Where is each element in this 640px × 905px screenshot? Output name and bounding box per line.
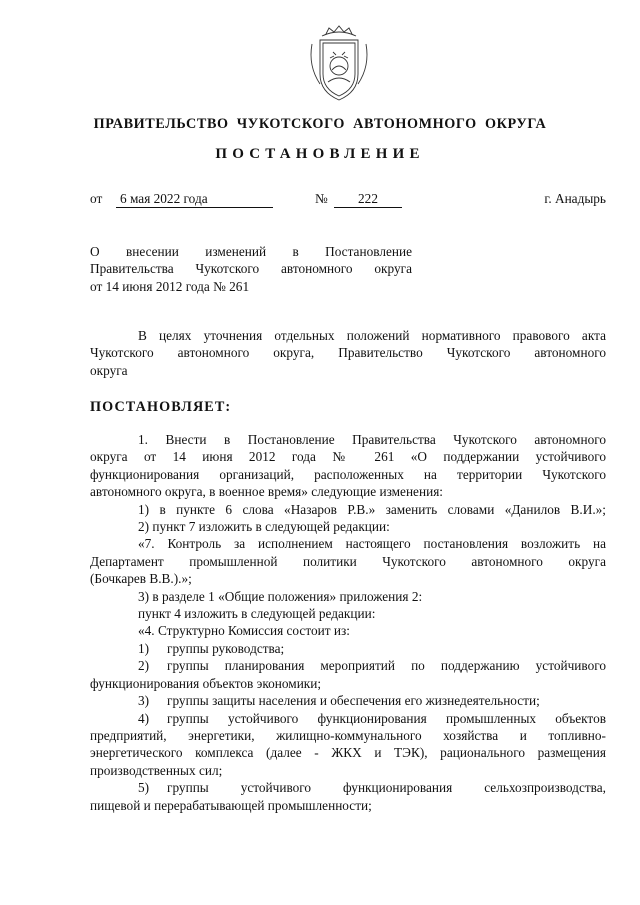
- city: г. Анадырь: [544, 191, 606, 206]
- group-item-4-cont: энергетического комплекса (далее - ЖКХ и ТЭК), рационального размещения: [90, 745, 606, 761]
- group-item-3: [90, 692, 606, 709]
- document-type-heading: ПОСТАНОВЛЕНИЕ: [215, 146, 425, 162]
- group-item-1: [90, 640, 606, 657]
- date-number-line: [90, 190, 606, 210]
- group-item-4-cont: производственных сил;: [90, 762, 223, 778]
- subitem-3: 3) в разделе 1 «Общие положения» приложения 2:: [138, 588, 423, 604]
- group-item-2: [90, 657, 606, 674]
- group-text: группы устойчивого функционирования сельхозпроизводства,: [167, 780, 606, 796]
- preamble-line: В целях уточнения отдельных положений нормативного правового акта: [138, 328, 606, 343]
- group-text: группы планирования мероприятий по поддержанию устойчивого: [167, 658, 606, 674]
- document-number: 222: [334, 190, 402, 208]
- document-subject: [90, 243, 412, 295]
- para1-line: автономного округа, в военное время» следующие изменения:: [90, 484, 444, 500]
- point4-heading: «4. Структурно Комиссия состоит из:: [138, 623, 350, 639]
- number-label: №: [315, 191, 328, 206]
- point7-line: «7. Контроль за исполнением настоящего постановления возложить на: [138, 536, 606, 552]
- resolves-heading: ПОСТАНОВЛЯЕТ:: [90, 399, 232, 415]
- point7-line: (Бочкарев В.В.).»;: [90, 571, 192, 587]
- point7-line: Департамент промышленной политики Чукотского автономного округа: [90, 553, 606, 569]
- preamble-line: округа: [90, 362, 128, 378]
- group-item-5: [90, 779, 606, 796]
- subitem-1: 1) в пункте 6 слова «Назаров Р.В.» заменить словами «Данилов В.И.»;: [138, 501, 606, 517]
- subject-line: О внесении изменений в Постановление: [90, 244, 412, 259]
- decree-body: [90, 431, 606, 814]
- group-number: 3): [138, 693, 150, 709]
- point4-intro: пункт 4 изложить в следующей редакции:: [138, 606, 376, 622]
- subject-line: Правительства Чукотского автономного округа: [90, 261, 412, 277]
- para1-line: 1. Внести в Постановление Правительства Чукотского автономного: [138, 432, 606, 447]
- group-number: 2): [138, 658, 150, 674]
- preamble: [90, 327, 606, 379]
- document-date: 6 мая 2022 года: [120, 191, 208, 206]
- coat-of-arms-emblem: [300, 22, 378, 108]
- document-date-field: [116, 190, 273, 208]
- group-text: группы устойчивого функционирования промышленных объектов: [167, 710, 606, 726]
- para1-line: округа от 14 июня 2012 года № 261 «О поддержании устойчивого: [90, 449, 606, 465]
- group-number: 4): [138, 710, 150, 726]
- group-number: 5): [138, 780, 150, 796]
- preamble-line: Чукотского автономного округа, Правительство Чукотского автономного: [90, 345, 606, 361]
- group-item-4-cont: предприятий, энергетики, жилищно-коммунального хозяйства и топливно-: [90, 727, 606, 743]
- group-item-2-cont: функционирования объектов экономики;: [90, 675, 322, 691]
- date-prefix: от: [90, 191, 103, 206]
- subitem-2: 2) пункт 7 изложить в следующей редакции:: [138, 519, 390, 535]
- group-text: группы руководства;: [167, 640, 285, 656]
- coat-of-arms-icon: [300, 22, 378, 108]
- para1-line: функционирования организаций, расположенных на территории Чукотского: [90, 466, 606, 482]
- group-item-5-cont: пищевой и перерабатывающей промышленности;: [90, 797, 372, 813]
- government-heading: ПРАВИТЕЛЬСТВО ЧУКОТСКОГО АВТОНОМНОГО ОКРУГА: [93, 116, 547, 132]
- group-text: группы защиты населения и обеспечения его жизнедеятельности;: [167, 693, 540, 709]
- subject-line: от 14 июня 2012 года № 261: [90, 278, 250, 294]
- group-item-4: [90, 710, 606, 727]
- group-number: 1): [138, 640, 150, 656]
